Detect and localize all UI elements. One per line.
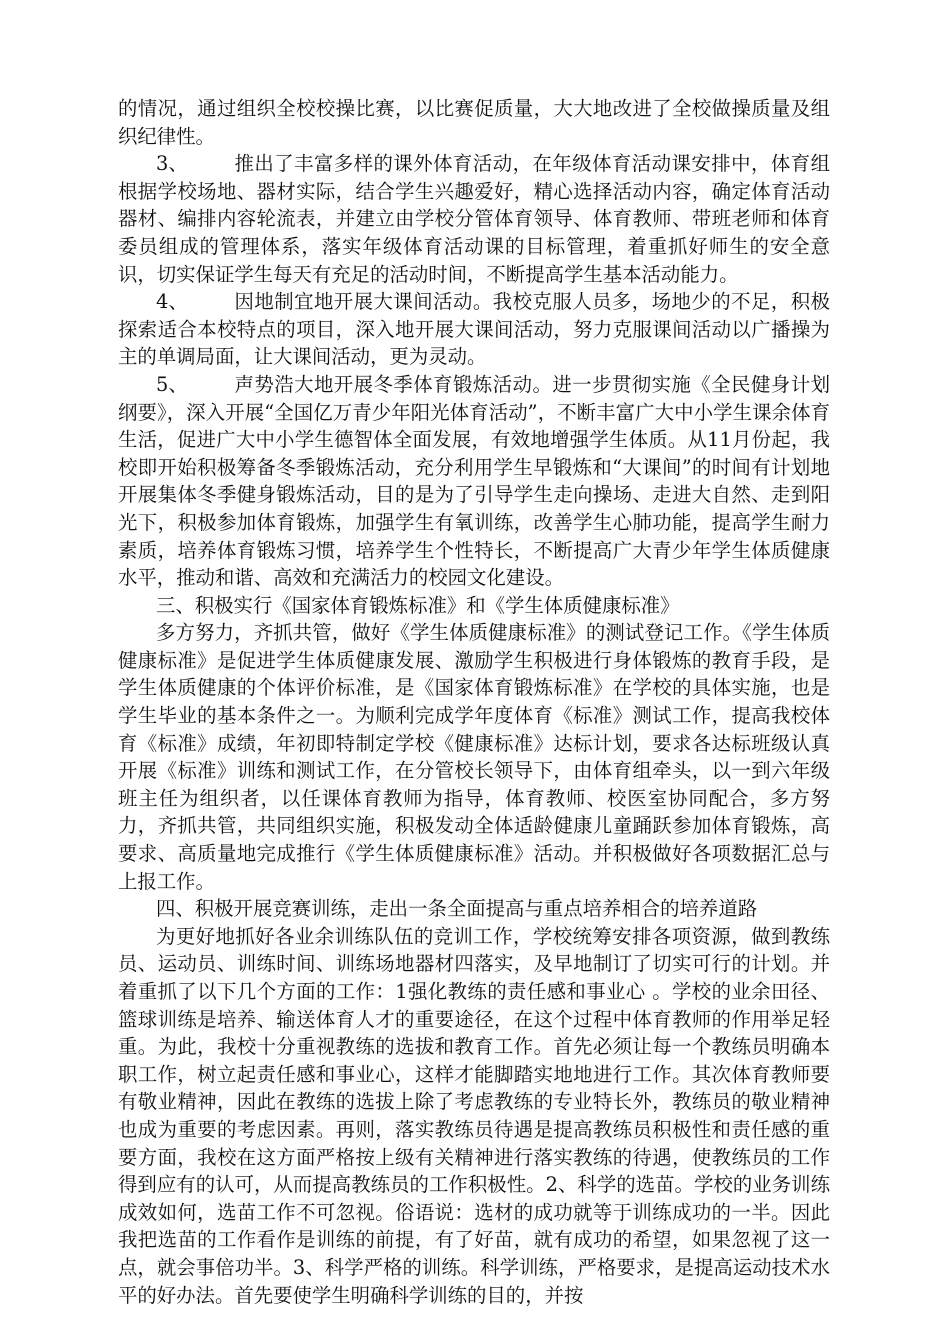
section-heading-3 — [118, 592, 830, 620]
paragraph-text: 因地制宜地开展大课间活动。我校克服人员多，场地少的不足，积极探索适合本校特点的项目，深入地开展大课间活动，努力克服课间活动以广播操为主的单调局面，让大课间活动，更为灵动。 — [118, 290, 830, 369]
paragraph-standards — [118, 619, 830, 895]
paragraph-item-3 — [118, 150, 830, 288]
paragraph-continuation — [118, 95, 830, 150]
item-number: 3、 — [156, 152, 188, 176]
section-heading-4 — [118, 895, 830, 923]
paragraph-item-5 — [118, 371, 830, 592]
paragraph-item-4 — [118, 288, 830, 371]
document-page — [118, 95, 830, 1309]
paragraph-text: 为更好地抓好各业余训练队伍的竞训工作，学校统筹安排各项资源，做到教练员、运动员、训练时间、训练场地器材四落实，及早地制订了切实可行的计划。并着重抓了以下几个方面的工作：1强化教练的责任感和事业心 。学校的业余田径、篮球训练是培养、输送体育人才的重要途径，在这个过程中体育教师的作用举足轻重。为此，我校十分重视教练的选拔和教育工作。首先必须让每一个教练员明确本职工作，树立起责任感和事业心，这样才能脚踏实地地进行工作。其次体育教师要有敬业精神，因此在教练的选拔上除了考虑教练的专业特长外，教练员的敬业精神也成为重要的考虑因素。再则，落实教练员待遇是提高教练员积极性和责任感的重要方面，我校在这方面严格按上级有关精神进行落实教练的待遇，使教练员的工作得到应有的认可，从而提高教练员的工作积极性。2、科学的选苗。学校的业务训练成效如何，选苗工作不可忽视。俗语说：选材的成功就等于训练成功的一半。因此我把选苗的工作看作是训练的前提，有了好苗，就有成功的希望，如果忽视了这一点，就会事倍功半。3、科学严格的训练。科学训练，严格要求，是提高运动技术水平的好办法。首先要使学生明确科学训练的目的，并按 — [118, 924, 830, 1307]
paragraph-text: 的情况，通过组织全校校操比赛，以比赛促质量，大大地改进了全校做操质量及组织纪律性。 — [118, 97, 830, 148]
paragraph-text: 声势浩大地开展冬季体育锻炼活动。进一步贯彻实施《全民健身计划纲要》，深入开展“全国亿万青少年阳光体育活动”，不断丰富广大中小学生课余体育生活，促进广大中小学生德智体全面发展，有效地增强学生体质。从11月份起，我校即开始积极筹备冬季锻炼活动，充分利用学生早锻炼和“大课间”的时间有计划地开展集体冬季健身锻炼活动，目的是为了引导学生走向操场、走进大自然、走到阳光下，积极参加体育锻炼，加强学生有氧训练，改善学生心肺功能，提高学生耐力素质，培养体育锻炼习惯，培养学生个性特长，不断提高广大青少年学生体质健康水平，推动和谐、高效和充满活力的校园文化建设。 — [118, 372, 830, 590]
paragraph-text: 推出了丰富多样的课外体育活动，在年级体育活动课安排中，体育组根据学校场地、器材实际，结合学生兴趣爱好，精心选择活动内容，确定体育活动器材、编排内容轮流表，并建立由学校分管体育领导、体育教师、带班老师和体育委员组成的管理体系，落实年级体育活动课的目标管理，着重抓好师生的安全意识，切实保证学生每天有充足的活动时间，不断提高学生基本活动能力。 — [118, 152, 830, 286]
heading-text: 三、积极实行《国家体育锻炼标准》和《学生体质健康标准》 — [156, 593, 680, 617]
item-number: 4、 — [156, 290, 188, 314]
heading-text: 四、积极开展竞赛训练，走出一条全面提高与重点培养相合的培养道路 — [156, 897, 758, 921]
item-number: 5、 — [156, 372, 188, 396]
paragraph-text: 多方努力，齐抓共管，做好《学生体质健康标准》的测试登记工作。《学生体质健康标准》是促进学生体质健康发展、激励学生积极进行身体锻炼的教育手段，是学生体质健康的个体评价标准，是《国家体育锻炼标准》在学校的具体实施，也是学生毕业的基本条件之一。为顺利完成学年度体育《标准》测试工作，提高我校体育《标准》成绩，年初即特制定学校《健康标准》达标计划，要求各达标班级认真开展《标准》训练和测试工作，在分管校长领导下，由体育组牵头，以一到六年级班主任为组织者，以任课体育教师为指导，体育教师、校医室协同配合，多方努力，齐抓共管，共同组织实施，积极发动全体适龄健康儿童踊跃参加体育锻炼，高要求、高质量地完成推行《学生体质健康标准》活动。并积极做好各项数据汇总与上报工作。 — [118, 621, 830, 893]
paragraph-training — [118, 923, 830, 1309]
